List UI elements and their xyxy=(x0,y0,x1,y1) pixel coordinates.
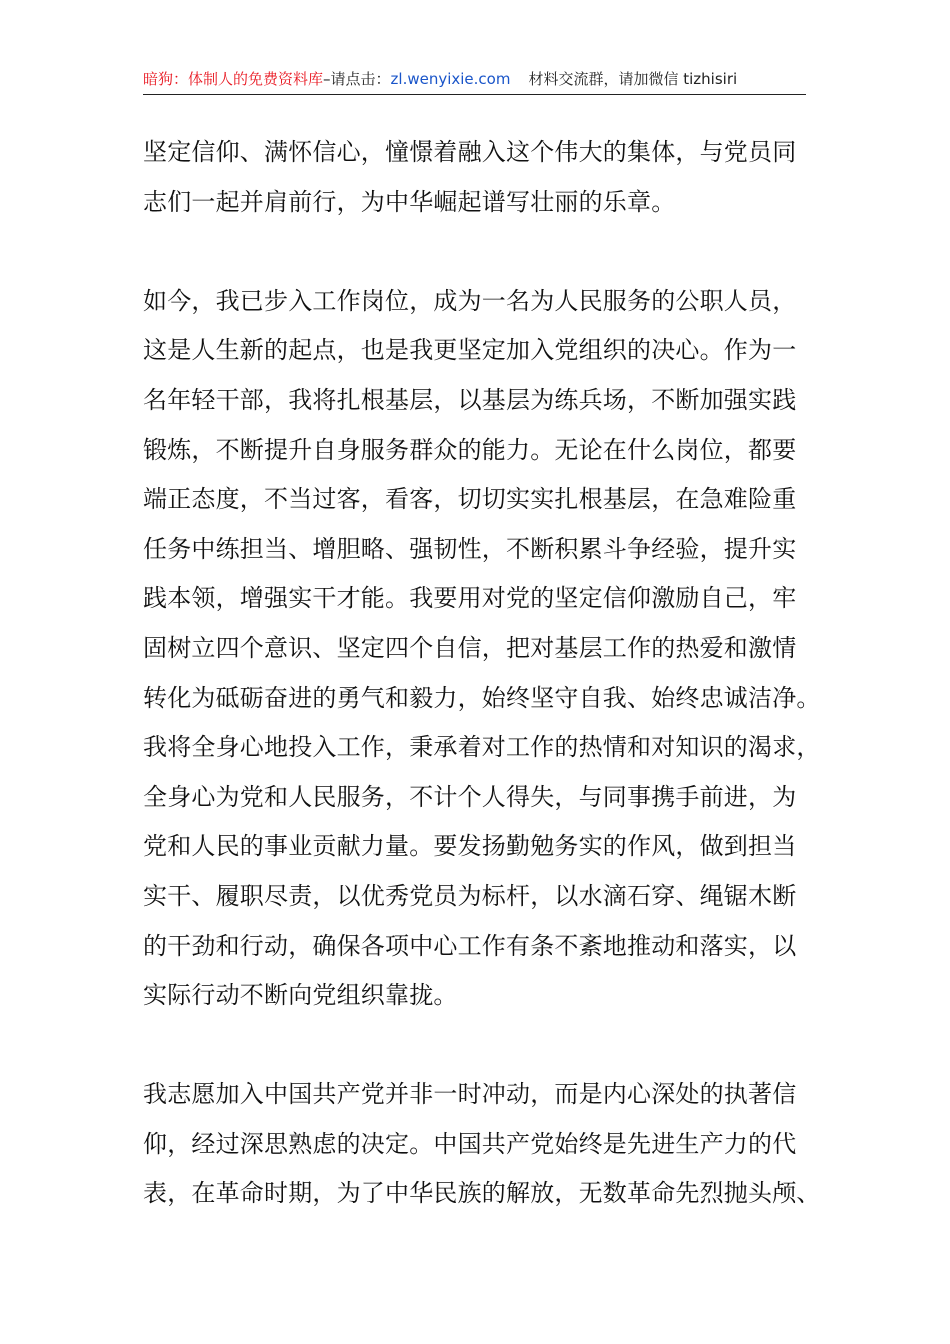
text-line: 这是人生新的起点，也是我更坚定加入党组织的决心。作为一 xyxy=(143,336,797,365)
paragraph-1 xyxy=(143,128,811,227)
page-header xyxy=(143,68,806,95)
text-line: 仰，经过深思熟虑的决定。中国共产党始终是先进生产力的代 xyxy=(143,1129,797,1158)
text-line: 我将全身心地投入工作，秉承着对工作的热情和对知识的渴求， xyxy=(143,733,821,762)
paragraph-gap xyxy=(143,227,811,277)
text-line: 端正态度，不当过客，看客，切切实实扎根基层，在急难险重 xyxy=(143,485,797,514)
paragraph-gap xyxy=(143,1021,811,1071)
text-line: 坚定信仰、满怀信心，憧憬着融入这个伟大的集体，与党员同 xyxy=(143,138,797,166)
text-line: 名年轻干部，我将扎根基层，以基层为练兵场，不断加强实践 xyxy=(143,385,797,414)
text-line: 实际行动不断向党组织靠拢。 xyxy=(143,981,458,1010)
header-brand: 暗狗：体制人的免费资料库 xyxy=(143,70,324,88)
header-prompt: –请点击： xyxy=(323,70,391,88)
text-line: 志们一起并肩前行，为中华崛起谱写壮丽的乐章。 xyxy=(143,187,676,216)
text-line: 转化为砥砺奋进的勇气和毅力，始终坚守自我、始终忠诚洁净。 xyxy=(143,683,821,712)
text-line: 锻炼，不断提升自身服务群众的能力。无论在什么岗位，都要 xyxy=(143,435,797,464)
text-line: 全身心为党和人民服务，不计个人得失，与同事携手前进，为 xyxy=(143,782,797,811)
text-line: 实干、履职尽责，以优秀党员为标杆，以水滴石穿、绳锯木断 xyxy=(143,881,797,910)
header-group-note: 材料交流群，请加微信 tizhisiri xyxy=(528,70,738,88)
text-line: 践本领，增强实干才能。我要用对党的坚定信仰激励自己，牢 xyxy=(143,584,797,613)
document-body xyxy=(143,128,821,1219)
text-line: 固树立四个意识、坚定四个自信，把对基层工作的热爱和激情 xyxy=(143,633,797,662)
header-link[interactable]: zl.wenyixie.com xyxy=(390,70,511,88)
paragraph-2 xyxy=(143,277,821,1021)
text-line: 党和人民的事业贡献力量。要发扬勤勉务实的作风，做到担当 xyxy=(143,832,797,861)
text-line: 任务中练担当、增胆略、强韧性，不断积累斗争经验，提升实 xyxy=(143,534,797,563)
paragraph-3 xyxy=(143,1070,821,1219)
text-line: 如今，我已步入工作岗位，成为一名为人民服务的公职人员， xyxy=(143,286,797,315)
text-line: 的干劲和行动，确保各项中心工作有条不紊地推动和落实，以 xyxy=(143,931,797,960)
text-line: 我志愿加入中国共产党并非一时冲动，而是内心深处的执著信 xyxy=(143,1080,797,1109)
text-line: 表，在革命时期，为了中华民族的解放，无数革命先烈抛头颅、 xyxy=(143,1179,821,1208)
